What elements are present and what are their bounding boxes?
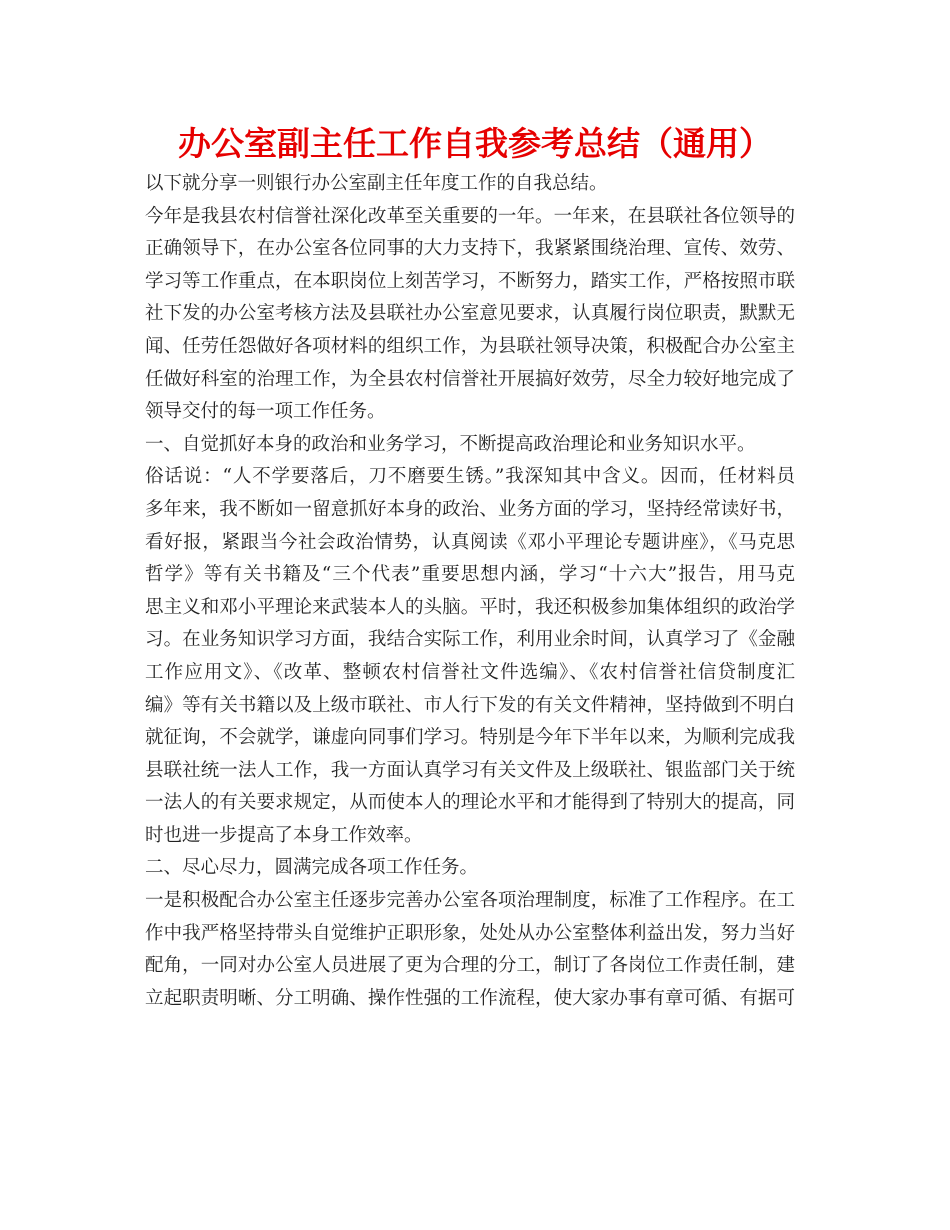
paragraph-line: 立起职责明晰、分工明确、操作性强的工作流程，使大家办事有章可循、有据可 [145,987,795,1009]
paragraph-line: 今年是我县农村信誉社深化改革至关重要的一年。一年来，在县联社各位领导的 [145,205,795,227]
paragraph-line: 编》等有关书籍以及上级市联社、市人行下发的有关文件精神，坚持做到不明白 [145,694,795,716]
paragraph-line: 以下就分享一则银行办公室副主任年度工作的自我总结。 [145,173,608,194]
paragraph-line: 工作应用文》、《改革、整顿农村信誉社文件选编》、《农村信誉社信贷制度汇 [145,661,795,683]
paragraph-line: 学习等工作重点，在本职岗位上刻苦学习，不断努力，踏实工作，严格按照市联 [145,270,795,292]
paragraph-line: 任做好科室的治理工作，为全县农村信誉社开展搞好效劳，尽全力较好地完成了 [145,368,795,390]
paragraph-line: 一法人的有关要求规定，从而使本人的理论水平和才能得到了特别大的提高，同 [145,792,795,814]
paragraph-line: 一是积极配合办公室主任逐步完善办公室各项治理制度，标准了工作程序。在工 [145,890,795,912]
paragraph-line: 思主义和邓小平理论来武装本人的头脑。平时，我还积极参加集体组织的政治学 [145,596,795,618]
paragraph-line: 看好报，紧跟当今社会政治情势，认真阅读《邓小平理论专题讲座》，《马克思 [145,531,795,553]
paragraph-line: 正确领导下，在办公室各位同事的大力支持下，我紧紧围绕治理、宣传、效劳、 [145,238,795,260]
paragraph-line: 俗话说：“人不学要落后，刀不磨要生锈。”我深知其中含义。因而，任材料员 [145,466,795,488]
section-heading: 一、自觉抓好本身的政治和业务学习，不断提高政治理论和业务知识水平。 [145,433,756,455]
paragraph-line: 闻、任劳任怨做好各项材料的组织工作，为县联社领导决策，积极配合办公室主 [145,335,795,357]
paragraph-line: 时也进一步提高了本身工作效率。 [145,824,423,846]
section-heading: 二、尽心尽力，圆满完成各项工作任务。 [145,857,479,879]
document-title: 办公室副主任工作自我参考总结（通用） [178,124,772,163]
paragraph-line: 就征询，不会就学，谦虚向同事们学习。特别是今年下半年以来，为顺利完成我 [145,727,795,749]
paragraph-line: 社下发的办公室考核方法及县联社办公室意见要求，认真履行岗位职责，默默无 [145,303,795,325]
paragraph-line: 配角，一同对办公室人员进展了更为合理的分工，制订了各岗位工作责任制，建 [145,955,795,977]
paragraph-line: 领导交付的每一项工作任务。 [145,401,386,423]
paragraph-line: 县联社统一法人工作，我一方面认真学习有关文件及上级联社、银监部门关于统 [145,759,795,781]
document-body [145,168,795,1015]
paragraph-line: 哲学》等有关书籍及“三个代表”重要思想内涵，学习“十六大”报告，用马克 [145,564,795,586]
paragraph-line: 作中我严格坚持带头自觉维护正职形象，处处从办公室整体利益出发，努力当好 [145,922,795,944]
paragraph-line: 习。在业务知识学习方面，我结合实际工作，利用业余时间，认真学习了《金融 [145,629,795,651]
paragraph-line: 多年来，我不断如一留意抓好本身的政治、业务方面的学习，坚持经常读好书， [145,498,795,520]
